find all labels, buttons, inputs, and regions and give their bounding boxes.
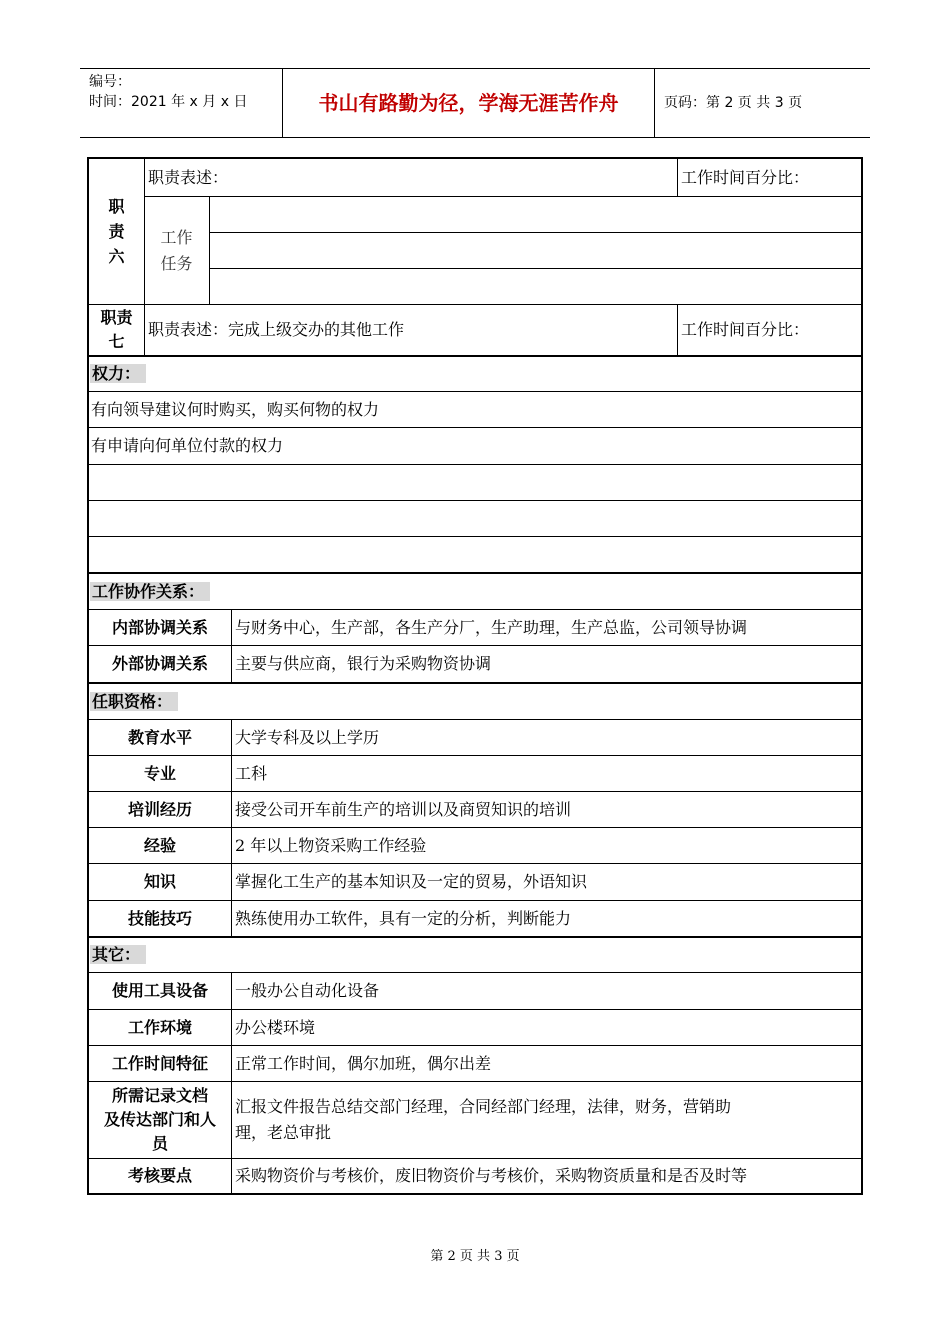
qualification-section-title <box>90 684 178 719</box>
header-motto: 书山有路勤为径，学海无涯苦作舟 <box>283 69 655 137</box>
experience-value: 2 年以上物资采购工作经验 <box>235 836 427 855</box>
internal-coordination-label: 内部协调关系 <box>111 618 208 637</box>
experience-label: 经验 <box>143 836 176 855</box>
authority-item <box>91 465 861 500</box>
knowledge-label: 知识 <box>143 872 176 891</box>
cooperation-title: 工作协作关系： <box>90 582 210 601</box>
assessment-value: 采购物资价与考核价，废旧物资价与考核价，采购物资质量和是否及时等 <box>235 1166 748 1185</box>
work-time-label: 工作时间特征 <box>111 1054 208 1073</box>
skills-value: 熟练使用办工软件，具有一定的分析，判断能力 <box>235 909 572 928</box>
duty6-description-label: 职责表述： <box>148 168 229 187</box>
footer-page-number: 第 2 页 共 3 页 <box>430 1249 520 1264</box>
education-label: 教育水平 <box>127 728 192 747</box>
environment-label: 工作环境 <box>127 1018 192 1037</box>
duty7-label: 职责 七 <box>100 308 133 351</box>
training-value: 接受公司开车前生产的培训以及商贸知识的培训 <box>235 800 572 819</box>
header-meta <box>80 69 283 137</box>
duty7-description: 职责表述：完成上级交办的其他工作 <box>148 320 405 339</box>
external-coordination-label: 外部协调关系 <box>111 654 208 673</box>
authority-item: 有申请向何单位付款的权力 <box>91 436 284 455</box>
authority-title: 权力： <box>90 364 146 383</box>
header-page-label: 页码：第 2 页 共 3 页 <box>664 95 803 111</box>
environment-value: 办公楼环境 <box>235 1018 316 1037</box>
duty6-label: 职 责 六 <box>108 197 125 266</box>
skills-label: 技能技巧 <box>127 909 192 928</box>
other-title: 其它： <box>90 945 146 964</box>
training-label: 培训经历 <box>127 800 192 819</box>
assessment-label: 考核要点 <box>127 1166 192 1185</box>
records-value: 汇报文件报告总结交部门经理，合同经部门经理，法律，财务，营销助 理，老总审批 <box>235 1097 732 1142</box>
duty6-task-label: 工作 任务 <box>160 227 193 273</box>
authority-item <box>91 537 861 572</box>
cooperation-section-title <box>90 574 210 609</box>
job-description-form <box>87 157 863 1195</box>
internal-coordination-value: 与财务中心，生产部，各生产分厂，生产助理，生产总监，公司领导协调 <box>235 618 748 637</box>
authority-item <box>91 501 861 536</box>
major-label: 专业 <box>143 764 176 783</box>
knowledge-value: 掌握化工生产的基本知识及一定的贸易，外语知识 <box>235 872 588 891</box>
date-label: 时间：2021 年 x 月 x 日 <box>89 94 248 110</box>
external-coordination-value: 主要与供应商，银行为采购物资协调 <box>235 654 492 673</box>
authority-section-title <box>90 357 146 391</box>
duty7-time-label: 工作时间百分比： <box>681 320 810 339</box>
tools-label: 使用工具设备 <box>111 981 208 1000</box>
qualification-title: 任职资格： <box>90 692 178 711</box>
duty6-time-label: 工作时间百分比： <box>681 168 810 187</box>
authority-item: 有向领导建议何时购买，购买何物的权力 <box>91 400 380 419</box>
number-label: 编号： <box>89 74 131 90</box>
records-label: 所需记录文档 及传达部门和人 员 <box>103 1086 216 1153</box>
page-header <box>80 68 870 138</box>
major-value: 工科 <box>235 764 268 783</box>
tools-value: 一般办公自动化设备 <box>235 981 380 1000</box>
work-time-value: 正常工作时间，偶尔加班，偶尔出差 <box>235 1054 492 1073</box>
education-value: 大学专科及以上学历 <box>235 728 380 747</box>
other-section-title <box>90 938 146 972</box>
